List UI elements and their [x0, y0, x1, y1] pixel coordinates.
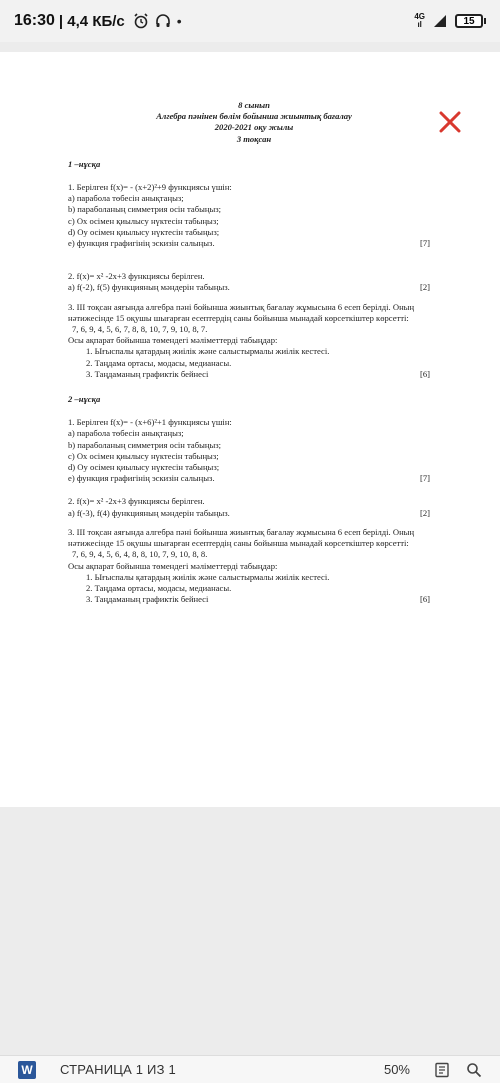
headset-icon: [155, 13, 171, 29]
network-indicator: [414, 13, 425, 29]
status-right: [414, 13, 486, 29]
v2-q3-item: 1. Ығыспалы қатардың жиілік және салыстырмалы жиілік кестесі.: [86, 571, 330, 582]
v1-question-1: [68, 182, 440, 249]
v1-q2-item: a) f(-2), f(5) функцияның мәндерін табыңыз.: [68, 282, 230, 293]
word-icon[interactable]: W: [18, 1061, 36, 1079]
v2-q3-last-row: [86, 594, 440, 605]
battery-indicator: [455, 14, 486, 28]
network-type: 4G: [414, 12, 425, 21]
v1-q2-intro: 2. f(x)= x² -2x+3 функциясы берілген.: [68, 271, 205, 282]
v1-q1-item: e) функция графигінің эскизін салыңыз.: [68, 238, 215, 249]
signal-icon: [433, 14, 447, 28]
v1-q1-last-row: [68, 238, 440, 249]
v1-q3-text: 3. III тоқсан аяғында алгебра пәні бойынша жиынтық бағалау жұмысына 6 есеп берілді. Оның нәтижесінде 15 оқушы шығарған есептердің саны бойынша мынадай көрсеткіштер көрсетті:: [68, 301, 415, 323]
battery-cap: [484, 18, 486, 24]
doc-year: 2020-2021 оқу жылы: [214, 122, 294, 133]
status-icons: [133, 13, 182, 29]
v1-q1-mark: [7]: [419, 238, 430, 249]
v1-q1-item: c) Ox осімен қиылысу нүктесін табыңыз;: [68, 215, 219, 226]
v1-q1-item: d) Oy осімен қиылысу нүктесін табыңыз;: [68, 226, 220, 237]
v2-question-3: [68, 527, 440, 605]
v1-q3-item: 2. Таңдама ортасы, модасы, медианасы.: [86, 357, 232, 368]
v2-q3-item: 2. Таңдама ортасы, модасы, медианасы.: [86, 582, 232, 593]
v1-question-3: [68, 302, 440, 380]
v2-question-1: [68, 417, 440, 484]
v2-q3-item: 3. Таңдаманың графиктік бейнесі: [86, 594, 209, 605]
bottom-actions: [434, 1062, 482, 1078]
v2-q2-row: [68, 508, 440, 519]
v1-q3-task: Осы ақпарат бойынша төмендегі мәліметтерді табыңдар:: [68, 335, 278, 346]
v2-q1-item: b) параболаның симметрия осін табыңыз;: [68, 439, 222, 450]
doc-grade: 8 сынып: [238, 100, 270, 110]
status-time: 16:30: [14, 12, 55, 29]
battery-icon: [455, 14, 483, 28]
variant-1-label: 1 –нұсқа: [68, 158, 101, 169]
v1-q3-mark: [6]: [419, 368, 430, 379]
v1-q3-item: 1. Ығыспалы қатардың жиілік және салыстырмалы жиілік кестесі.: [86, 346, 330, 357]
document-page: [0, 52, 500, 807]
v2-q1-last-row: [68, 473, 440, 484]
search-icon[interactable]: [466, 1062, 482, 1078]
variant-2-label: 2 –нұсқа: [68, 394, 101, 405]
v2-q1-item: e) функция графигінің эскизін салыңыз.: [68, 473, 215, 484]
status-speed: | 4,4 КБ/с: [58, 12, 125, 30]
v1-q1-intro: 1. Берілген f(x)= - (x+2)²+9 функциясы үшін:: [68, 182, 232, 193]
v2-q3-data: 7, 6, 9, 4, 5, 6, 4, 8, 8, 10, 7, 9, 10, 8, 8.: [72, 549, 208, 560]
v2-q3-list: [68, 572, 440, 606]
v2-q1-item: a) парабола төбесін анықтаңыз;: [68, 428, 184, 439]
v1-q3-list: [68, 346, 440, 380]
doc-quarter: 3 тоқсан: [236, 133, 272, 144]
alarm-icon: [133, 13, 149, 29]
status-bar: [0, 0, 500, 42]
v1-q2-row: [68, 282, 440, 293]
bottom-bar: [0, 1055, 500, 1083]
v2-q3-text: 3. III тоқсан аяғында алгебра пәні бойынша жиынтық бағалау жұмысына 6 есеп берілді. Оның нәтижесінде 15 оқушы шығарған есептердің саны бойынша мынадай көрсеткіштер көрсетті:: [68, 526, 415, 549]
v2-q2-mark: [2]: [419, 507, 430, 518]
v2-q1-mark: [7]: [419, 473, 430, 484]
document-viewer[interactable]: [0, 42, 500, 1042]
v2-q2-item: a) f(-3), f(4) функцияның мәндерін табыңыз.: [68, 507, 230, 518]
v2-q1-item: d) Oy осімен қиылысу нүктесін табыңыз;: [68, 462, 220, 473]
v1-q3-last-row: [86, 369, 440, 380]
v1-q1-item: b) параболаның симметрия осін табыңыз;: [68, 204, 222, 215]
battery-level: 15: [463, 15, 475, 27]
v2-q2-intro: 2. f(x)= x² -2x+3 функциясы берілген.: [68, 496, 205, 507]
network-speed: 4,4 КБ/с: [67, 12, 125, 30]
v2-q1-intro: 1. Берілген f(x)= - (x+6)²+1 функциясы үшін:: [68, 417, 232, 428]
network-arrows: ıl: [417, 20, 422, 29]
v2-q1-item: c) Ox осімен қиылысу нүктесін табыңыз;: [68, 450, 219, 461]
doc-title: Алгебра пәнінен бөлім бойынша жиынтық бағалау: [156, 111, 352, 122]
doc-header: [68, 100, 440, 145]
document-outline-icon[interactable]: [434, 1062, 450, 1078]
document-content: [68, 100, 440, 605]
status-dot: •: [176, 13, 182, 29]
v1-q3-data: 7, 6, 9, 4, 5, 6, 7, 8, 8, 10, 7, 9, 10, 8, 7.: [72, 324, 208, 335]
v1-q2-mark: [2]: [419, 282, 430, 293]
v1-q1-item: a) парабола төбесін анықтаңыз;: [68, 193, 184, 204]
page-indicator: СТРАНИЦА 1 ИЗ 1: [60, 1062, 176, 1077]
v1-question-2: [68, 271, 440, 293]
close-icon[interactable]: [438, 110, 462, 134]
zoom-level[interactable]: 50%: [383, 1062, 410, 1077]
v1-q3-item: 3. Таңдаманың графиктік бейнесі: [86, 368, 209, 379]
v2-question-2: [68, 496, 440, 518]
v2-q3-task: Осы ақпарат бойынша төмендегі мәліметтерді табыңдар:: [68, 560, 278, 571]
v2-q3-mark: [6]: [419, 594, 430, 605]
